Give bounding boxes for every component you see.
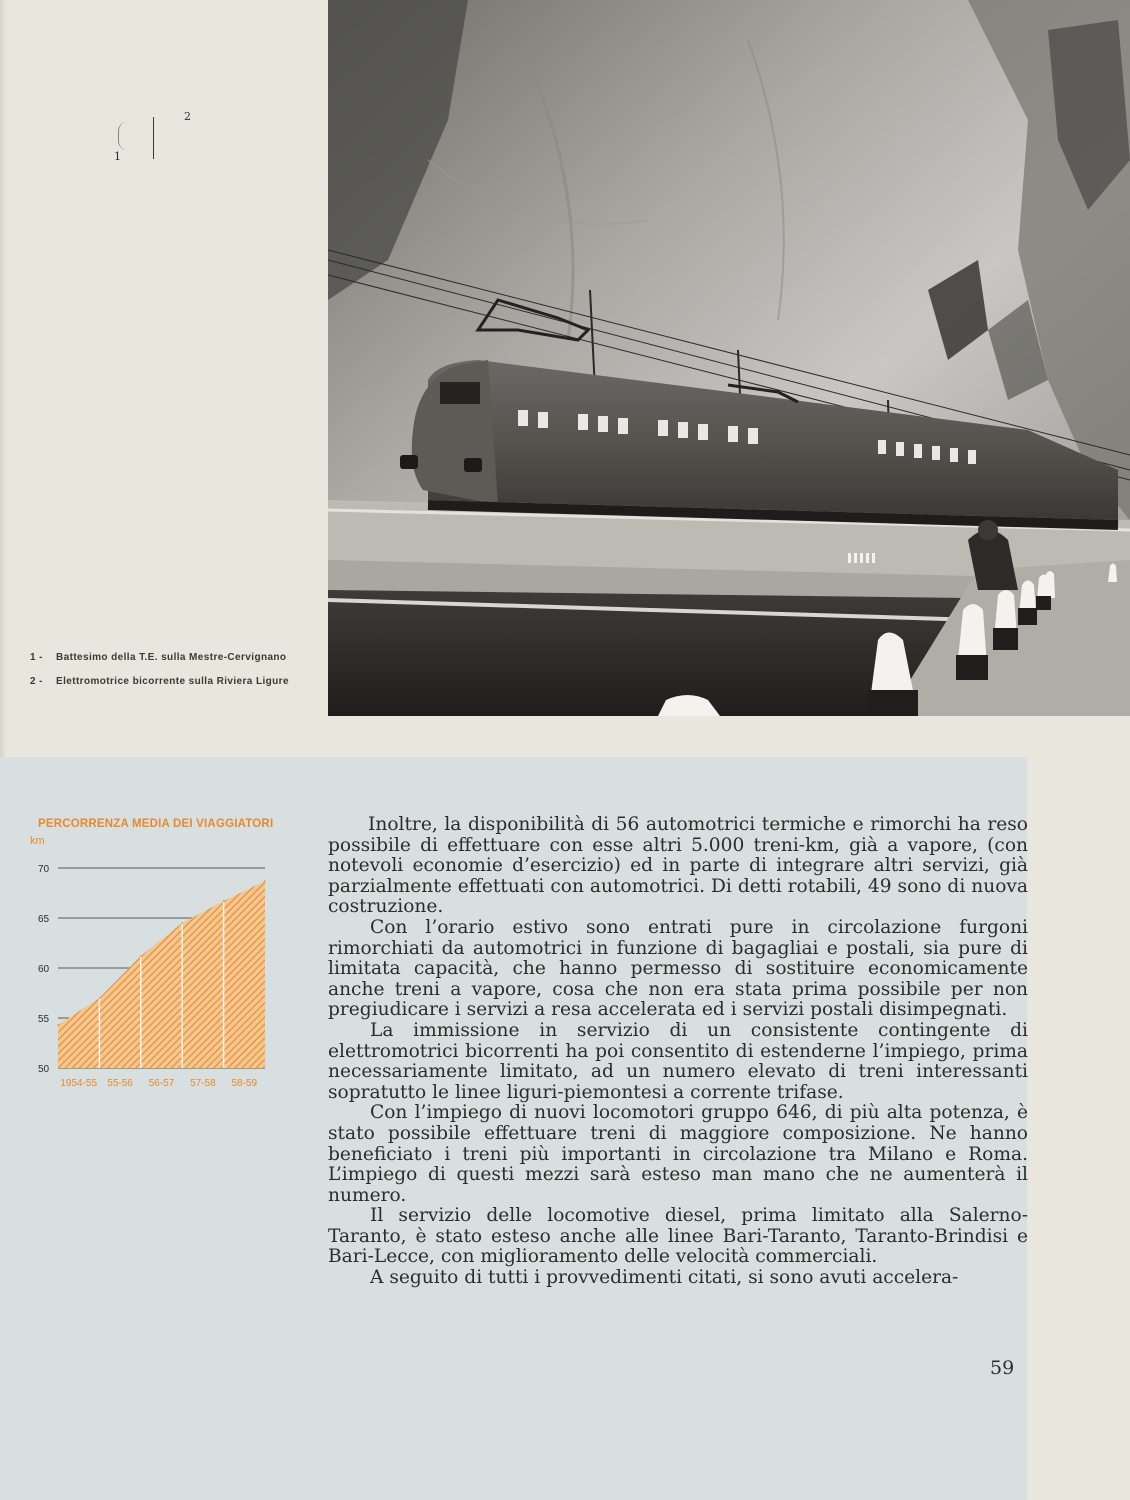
chart-data-point <box>57 1024 59 1026</box>
layout-key-number-2: 2 <box>184 110 191 123</box>
caption-number: 2 - <box>30 676 43 687</box>
chart-x-tick-label: 1954-55 <box>60 1078 98 1089</box>
chart-x-tick-label: 55-56 <box>107 1078 133 1089</box>
caption-number: 1 - <box>30 652 43 663</box>
layout-key-divider <box>153 117 154 159</box>
caption-2 <box>30 676 290 688</box>
caption-1 <box>30 652 290 664</box>
paragraph: Inoltre, la disponibilità di 56 automotrici termiche e rimorchi ha reso possibile di effettuare con esse altri 5.000 treni-km, già a vapore, (con notevoli economie d’esercizio) ed in parte di integrare altri servizi, già parzialmente effettuati con automotrici. Di detti rotabili, 49 sono di nuova costruzione. <box>328 814 1028 918</box>
passenger-distance-chart <box>0 800 300 1120</box>
train-photo-illustration <box>328 0 1130 716</box>
chart-y-ticks <box>38 864 50 1075</box>
chart-title: PERCORRENZA MEDIA DEI VIAGGIATORI <box>38 818 274 830</box>
chart-x-tick-label: 57-58 <box>190 1078 216 1089</box>
caption-text: Battesimo della T.E. sulla Mestre-Cervignano <box>56 652 287 663</box>
chart-canvas <box>0 800 300 1120</box>
chart-y-axis-label: km <box>30 835 45 847</box>
chart-data-point <box>140 955 142 957</box>
layout-key-number-1: 1 <box>114 150 121 163</box>
chart-y-tick-label: 50 <box>38 1064 50 1075</box>
chart-area-series <box>57 880 266 1068</box>
article-body <box>328 815 1028 1289</box>
caption-text: Elettromotrice bicorrente sulla Riviera Ligure <box>56 676 289 687</box>
chart-y-tick-label: 55 <box>38 1014 50 1025</box>
chart-x-tick-label: 56-57 <box>148 1078 175 1089</box>
paragraph: La immissione in servizio di un consistente contingente di elettromotrici bicorrenti ha poi consentito di estenderne l’impiego, prima necessariamente limitato, ad un numero elevato di treni interessanti sopratutto le linee liguri-piemontesi a corrente trifase. <box>328 1019 1028 1103</box>
page-number: 59 <box>990 1357 1015 1379</box>
train-photograph <box>328 0 1130 716</box>
chart-y-tick-label: 70 <box>38 864 50 875</box>
paragraph: Il servizio delle locomotive diesel, prima limitato alla Salerno-Taranto, è stato esteso anche alle linee Bari-Taranto, Taranto-Brindisi e Bari-Lecce, con miglioramento delle velocità commerciali. <box>328 1205 1028 1268</box>
chart-y-tick-label: 60 <box>38 964 50 975</box>
chart-data-point <box>264 880 266 882</box>
paragraph: Con l’orario estivo sono entrati pure in circolazione furgoni rimorchiati da automotrici in funzione di bagagliai e postali, sia pure di limitata capacità, che hanno permesso di sostituire economicamente anche treni a vapore, cosa che non era stata prima possibile per non pregiudicare i servizi a resa accelerata ed i servizi postali disimpegnati. <box>328 916 1028 1021</box>
layout-key-curve <box>118 122 127 150</box>
chart-x-tick-label: 58-59 <box>231 1078 258 1089</box>
chart-area-fill <box>58 881 265 1068</box>
paragraph: Con l’impiego di nuovi locomotori gruppo 646, di più alta potenza, è stato possibile effettuare treni di maggiore composizione. Ne hanno beneficiato i treni più importanti in circolazione tra Milano e Roma. L’impiego di questi mezzi sarà esteso man mano che ne aumenterà il numero. <box>328 1102 1028 1206</box>
chart-data-point <box>99 997 101 999</box>
photo-captions <box>30 652 290 700</box>
paragraph: A seguito di tutti i provvedimenti citati, si sono avuti accelera- <box>370 1267 959 1289</box>
chart-data-point <box>223 900 225 902</box>
chart-y-tick-label: 65 <box>38 914 50 925</box>
chart-x-labels <box>60 1078 257 1089</box>
chart-data-point <box>181 922 183 924</box>
